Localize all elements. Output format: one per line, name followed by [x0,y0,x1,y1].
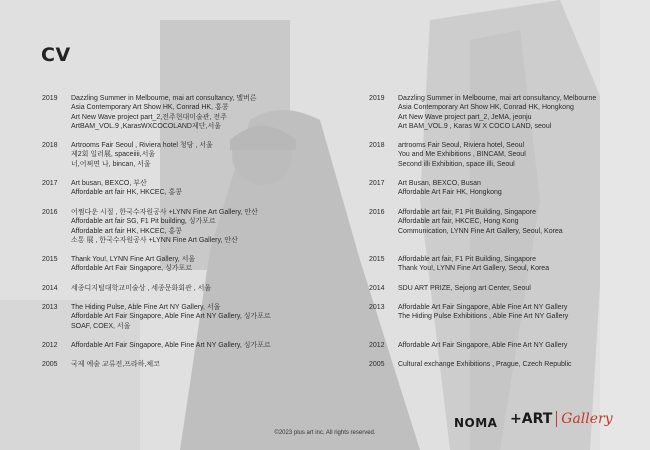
entry-line: 어쩜다운 시절 , 한국수자원공사 +LYNN Fine Art Gallery, 안산 [71,209,258,216]
entry-year: 2005 [369,361,385,368]
entry-year: 2014 [369,285,385,292]
entry-line: Affordable Art Fair Singapore, Able Fine Art NY Gallery [398,342,568,349]
entry-line: SOAF, COEX, 서울 [71,322,131,330]
entry-line: 세종디지털대학교미술상 , 세종문화회관 , 서울 [71,285,212,292]
entry-line: Thank You!, LYNN Fine Art Gallery, 서울 [71,256,196,263]
entry-line: 국제 예술 교류전,프라하,체코 [71,361,160,368]
entry-line: Affordable Art Fair Singapore, Able Fine Art NY Gallery [398,304,568,311]
entry-year: 2014 [42,285,58,292]
cv-entry [369,208,649,236]
entry-year: 2018 [369,142,385,149]
copyright-notice: ©2023 plus art inc. All rights reserved. [274,430,376,436]
entry-year: 2015 [369,256,385,263]
entry-line: Art busan, BEXCO, 부산 [71,180,147,187]
entry-year: 2016 [42,209,58,216]
entry-year: 2019 [42,95,58,102]
entry-year: 2016 [369,209,385,216]
entry-year: 2019 [369,95,385,102]
entry-line: Second illi Exhibition, space illi, Seoul [398,160,515,168]
entry-line: Art New Wave project part_2, JeMA, jeonju [398,113,532,121]
cv-entry [369,284,649,293]
entry-year: 2018 [42,142,58,149]
entry-line: Dazzling Summer in Melbourne, mai art consultancy, Melbourne [398,95,597,102]
noma-logo: NOMA [454,416,498,430]
entry-year: 2012 [369,342,385,349]
entry-line: Affordable Art Fair Singapore, Able Fine Art NY Gallery, 싱가포르 [71,342,271,349]
gallery-wordmark: Gallery [561,411,613,427]
entry-year: 2013 [369,304,385,311]
cv-entry [369,303,649,322]
logo-divider [556,411,557,427]
entry-line: Affordable art fair, F1 Pit Building, Singapore [398,209,537,216]
cv-entry [42,94,322,131]
entry-line: You and Me Exhibitions , BINCAM, Seoul [398,151,526,159]
cv-entry [369,360,649,369]
entry-line: Communication, LYNN Fine Art Gallery, Seoul, Korea [398,227,563,235]
cv-entry [42,284,322,293]
cv-entry [42,179,322,198]
entry-line: SDU ART PRIZE, Sejong art Center, Seoul [398,285,531,292]
entry-line: Art BAM_VOL.9 , Karas W X COCO LAND, seoul [398,122,552,130]
entry-year: 2017 [369,180,385,187]
entry-line: 소통 展 , 한국수자원공사 +LYNN Fine Art Gallery, 안산 [71,236,238,244]
entry-line: Affordable art fair HK, HKCEC, 홍콩 [71,227,183,235]
entry-line: artrooms Fair Seoul, Riviera hotel, Seoul [398,142,525,149]
cv-entry [369,341,649,350]
entry-year: 2013 [42,304,58,311]
entry-line: The Hiding Pulse Exhibitions , Able Fine Art NY Gallery [398,313,569,321]
entry-line: Affordable Art Fair HK, Hongkong [398,189,502,197]
plus-art-wordmark: +ART [510,411,553,427]
cv-entry [42,141,322,169]
cv-entry [42,341,322,350]
entry-year: 2012 [42,342,58,349]
entry-line: The Hiding Pulse, Able Fine Art NY Gallery, 서울 [71,304,221,311]
entry-line: ArtBAM_VOL.9 ,KarasWXCOCOLAND제단,서울 [71,122,221,130]
entry-year: 2017 [42,180,58,187]
entry-year: 2005 [42,361,58,368]
entry-year: 2015 [42,256,58,263]
plus-art-gallery-logo [510,411,613,427]
cv-entry [42,208,322,245]
entry-line: Cultural exchange Exhibitions , Prague, Czech Republic [398,361,572,368]
cv-entry [369,141,649,169]
cv-entry [369,94,649,131]
entry-line: Affordable art fair, F1 Pit Building, Singapore [398,256,537,263]
entry-line: Art Busan, BEXCO, Busan [398,180,481,187]
entry-line: 제2회 일러展, spaceiiii,서울 [71,151,156,159]
cv-entry [42,303,322,331]
entry-line: Affordable art fair HK, HKCEC, 홍콩 [71,189,183,197]
cv-entry [369,179,649,198]
entry-line: Dazzling Summer in Melbourne, mai art consultancy, 멜버른 [71,95,257,102]
cv-entry [42,255,322,274]
entry-line: Art New Wave project part_2,전주현대미술관, 전주 [71,113,227,121]
entry-line: Affordable art fair, HKCEC, Hong Kong [398,218,519,226]
entry-line: Affordable Art Fair Singapore, 싱가포르 [71,265,193,273]
entry-line: Asia Contemporary Art Show HK, Conrad HK, Hongkong [398,104,574,112]
cv-entry [369,255,649,274]
entry-line: Thank You!, LYNN Fine Art Gallery, Seoul, Korea [398,265,550,273]
entry-line: Artrooms Fair Seoul , Riviera hotel 청담 , 서울 [71,142,213,149]
page-title: CV [41,44,71,66]
entry-line: 너,어쩌면 나, bincan, 서울 [71,160,151,168]
entry-line: Affordable art fair SG, F1 Pit building, 싱가포르 [71,218,216,226]
cv-entry [42,360,322,369]
entry-line: Asia Contemporary Art Show HK, Conrad HK, 홍콩 [71,104,229,112]
entry-line: Affordable Art Fair Singapore, Able Fine Art NY Gallery, 싱가포르 [71,313,271,321]
